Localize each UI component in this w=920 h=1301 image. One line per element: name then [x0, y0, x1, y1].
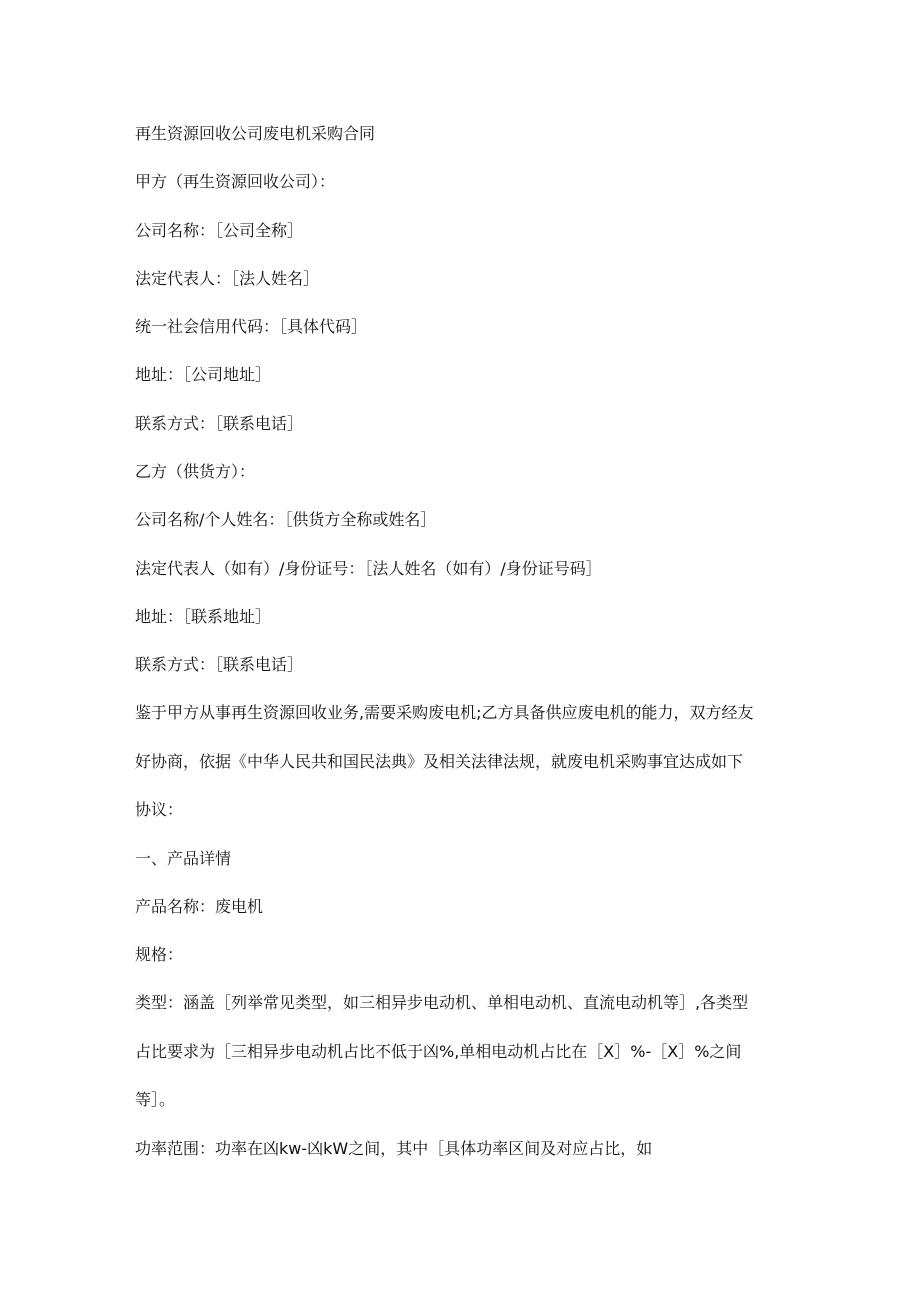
type-paragraph: [135, 979, 795, 1124]
party-b-address: 地址：［联系地址］: [135, 606, 272, 626]
party-b-legal-rep: 法定代表人（如有）/身份证号：［法人姓名（如有）/身份证号码］: [135, 558, 602, 578]
party-a-credit-code: 统一社会信用代码：［具体代码］: [135, 317, 368, 337]
party-b-name: 公司名称/个人姓名：［供货方全称或姓名］: [135, 510, 437, 530]
preamble-line: 好协商，依据《中华人民共和国民法典》及相关法律法规，就废电机采购事宜达成如下: [135, 751, 744, 771]
spec-label: 规格：: [135, 945, 184, 965]
power-range: 功率范围：功率在凶kw-凶kW之间，其中［具体功率区间及对应占比，如: [135, 1138, 653, 1158]
product-name: 产品名称：废电机: [135, 896, 264, 916]
type-line: 占比要求为［三相异步电动机占比不低于凶%,单相电动机占比在［X］%-［X］%之间: [135, 1041, 742, 1061]
party-b-heading: 乙方（供货方）：: [135, 462, 256, 482]
party-b-contact: 联系方式：［联系电话］: [135, 655, 304, 675]
type-line: 类型：涵盖［列举常见类型，如三相异步电动机、单相电动机、直流电动机等］,各类型: [135, 993, 749, 1013]
preamble-paragraph: [135, 689, 795, 834]
section-1-heading: 一、产品详情: [135, 848, 232, 868]
contract-title: 再生资源回收公司废电机采购合同: [135, 124, 376, 143]
preamble-line: 鉴于甲方从事再生资源回收业务,需要采购废电机;乙方具备供应废电机的能力，双方经友: [135, 703, 754, 723]
party-a-contact: 联系方式：［联系电话］: [135, 413, 304, 433]
document-body: [135, 122, 795, 1185]
party-a-company-name: 公司名称：［公司全称］: [135, 220, 304, 240]
party-a-heading: 甲方（再生资源回收公司）：: [135, 172, 336, 192]
type-line: 等］。: [135, 1090, 176, 1110]
preamble-line: 协议：: [135, 800, 184, 820]
party-a-address: 地址：［公司地址］: [135, 365, 272, 385]
party-a-legal-rep: 法定代表人：［法人姓名］: [135, 268, 320, 288]
